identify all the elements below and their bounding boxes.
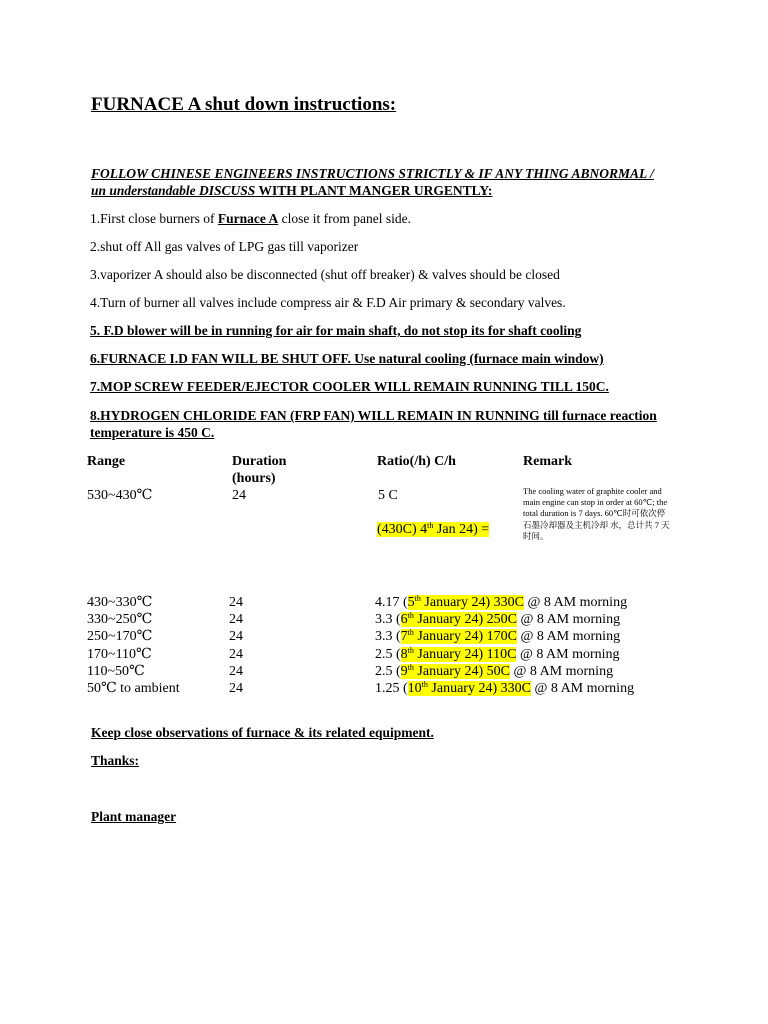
signature: Plant manager xyxy=(91,809,177,824)
row-schedule: 2.5 (9th January 24) 50C @ 8 AM morning xyxy=(375,662,614,679)
warning-line-2: un understandable DISCUSS WITH PLANT MANGER URGENTLY: xyxy=(91,183,493,198)
row-duration: 24 xyxy=(229,595,243,610)
row-schedule: 3.3 (6th January 24) 250C @ 8 AM morning xyxy=(375,611,621,628)
furnace-a-label: Furnace A xyxy=(217,211,279,226)
row-range: 530~430℃ xyxy=(87,488,153,503)
row-range: 170~110℃ xyxy=(87,646,152,662)
row-duration: 24 xyxy=(229,681,243,696)
step-4: 4.Turn of burner all valves include compress air & F.D Air primary & secondary valves. xyxy=(90,295,566,310)
header-remark: Remark xyxy=(523,454,572,469)
row-range: 110~50℃ xyxy=(87,663,145,679)
row-duration: 24 xyxy=(229,612,243,628)
row-ratio: 5 C xyxy=(378,488,398,503)
row-duration: 24 xyxy=(232,488,246,503)
step-7: 7.MOP SCREW FEEDER/EJECTOR COOLER WILL REMAIN RUNNING TILL 150C. xyxy=(90,379,609,394)
step-8: 8.HYDROGEN CHLORIDE FAN (FRP FAN) WILL REMAIN IN RUNNING till furnace reaction temperature is 450 C. xyxy=(90,408,657,440)
row-schedule: 1.25 (10th January 24) 330C @ 8 AM morning xyxy=(375,680,635,696)
step-6: 6.FURNACE I.D FAN WILL BE SHUT OFF. Use natural cooling (furnace main window) xyxy=(90,351,604,366)
page-title: FURNACE A shut down instructions: xyxy=(91,94,397,115)
row-range: 50℃ to ambient xyxy=(87,681,180,696)
row-range: 430~330℃ xyxy=(87,595,153,610)
row-duration: 24 xyxy=(229,663,243,679)
row-range: 330~250℃ xyxy=(87,612,153,628)
row-schedule: 3.3 (7th January 24) 170C @ 8 AM morning xyxy=(375,628,621,645)
observation-note: Keep close observations of furnace & its related equipment. xyxy=(91,725,434,740)
remark-text: The cooling water of graphite cooler and main engine can stop in order at 60℃; the total duration is 7 days. 60℃时可依次停石墨冷却器及主机冷却 水，总计共 7 天时间。 xyxy=(523,486,670,541)
header-ratio: Ratio(/h) C/h xyxy=(377,454,456,469)
row-schedule: 4.17 (5th January 24) 330C @ 8 AM morning xyxy=(375,594,628,610)
row-schedule: 2.5 (8th January 24) 110C @ 8 AM morning xyxy=(375,645,620,662)
first-row-note: (430C) 4th Jan 24) = xyxy=(377,521,490,537)
step-5: 5. F.D blower will be in running for air for main shaft, do not stop its for shaft cooling xyxy=(90,323,582,338)
header-duration: Duration (hours) xyxy=(232,454,287,486)
row-duration: 24 xyxy=(229,629,243,645)
header-range: Range xyxy=(87,454,126,469)
step-2: 2.shut off All gas valves of LPG gas till vaporizer xyxy=(90,239,359,254)
warning-line-1: FOLLOW CHINESE ENGINEERS INSTRUCTIONS STRICTLY & IF ANY THING ABNORMAL / xyxy=(91,166,654,181)
step-1: 1.First close burners of Furnace A close it from panel side. xyxy=(90,211,411,226)
warning-notice xyxy=(91,165,654,199)
row-range: 250~170℃ xyxy=(87,629,153,645)
thanks-text: Thanks: xyxy=(91,753,140,768)
step-3: 3.vaporizer A should also be disconnected (shut off breaker) & valves should be closed xyxy=(90,267,560,282)
row-duration: 24 xyxy=(229,646,243,662)
